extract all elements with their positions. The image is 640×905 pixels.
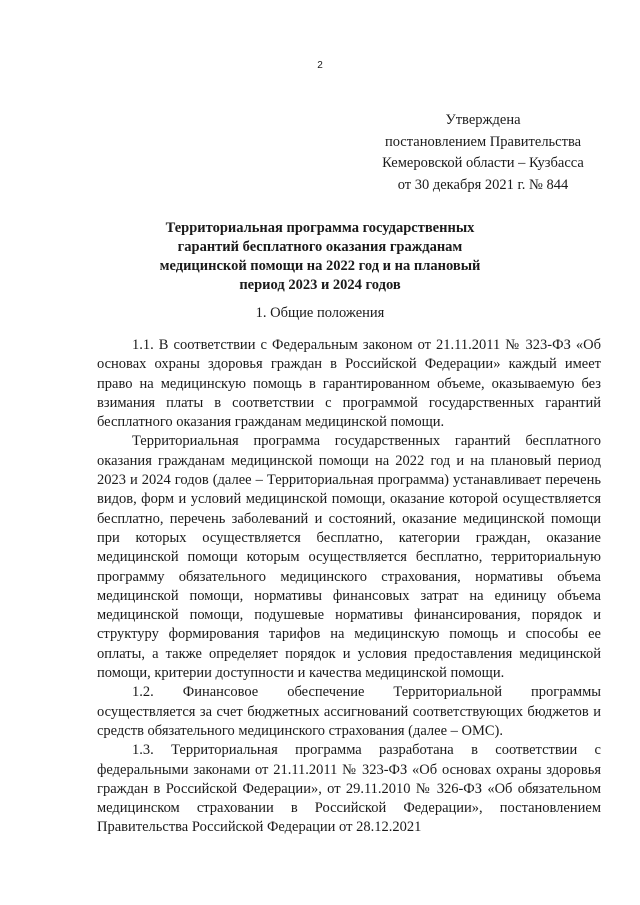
title-line: медицинской помощи на 2022 год и на плановый bbox=[159, 258, 481, 274]
approval-line: Кемеровской области – Кузбасса bbox=[382, 155, 584, 171]
paragraph: 1.2. Финансовое обеспечение Территориальной программы осуществляется за счет бюджетных ассигнований соответствующих бюджетов и средств обязательного медицинского страхования (далее – ОМС). bbox=[97, 684, 601, 739]
title-line: гарантий бесплатного оказания гражданам bbox=[177, 239, 463, 255]
body-text bbox=[97, 336, 601, 838]
paragraph: 1.3. Территориальная программа разработана в соответствии с федеральными законами от 21.11.2011 № 323-ФЗ «Об основах охраны здоровья граждан в Российской Федерации», от 29.11.2010 № 326-ФЗ «Об обязательном медицинском страховании в Российской Федерации», постановлением Правительства Российской Федерации от 28.12.2021 bbox=[97, 742, 601, 836]
section-heading: 1. Общие положения bbox=[255, 305, 385, 321]
approval-line: от 30 декабря 2021 г. № 844 bbox=[397, 176, 569, 193]
paragraph: 1.1. В соответствии с Федеральным законом от 21.11.2011 № 323-ФЗ «Об основах охраны здоровья граждан в Российской Федерации» каждый имеет право на медицинскую помощь в гарантированном объеме, оказываемую без взимания платы в соответствии с программой государственных гарантий бесплатного оказания гражданам медицинской помощи. bbox=[97, 337, 601, 431]
approval-block bbox=[352, 110, 614, 196]
approval-line: Утверждена bbox=[445, 112, 521, 128]
title-line: период 2023 и 2024 годов bbox=[239, 277, 401, 293]
paragraph: Территориальная программа государственных гарантий бесплатного оказания гражданам медицинской помощи на 2022 год и на плановый период 2023 и 2024 годов (далее – Территориальная программа) устанавливает перечень видов, форм и условий медицинской помощи, оказание которой осуществляется бесплатно, перечень заболеваний и состояний, оказание медицинской помощи при которых осуществляется бесплатно, категории граждан, оказание медицинской помощи которым осуществляется бесплатно, территориальную программу обязательного медицинского страхования, нормативы объема медицинской помощи, нормативы финансовых затрат на единицу объема медицинской помощи, подушевые нормативы финансирования, порядок и структуру формирования тарифов на медицинскую помощь и способы ее оплаты, а также определяет порядок и условия предоставления медицинской помощи, критерии доступности и качества медицинской помощи. bbox=[97, 433, 601, 682]
page-number: 2 bbox=[317, 60, 323, 71]
approval-line: постановлением Правительства bbox=[384, 133, 582, 150]
document-title bbox=[100, 219, 540, 295]
title-line: Территориальная программа государственных bbox=[165, 220, 475, 236]
